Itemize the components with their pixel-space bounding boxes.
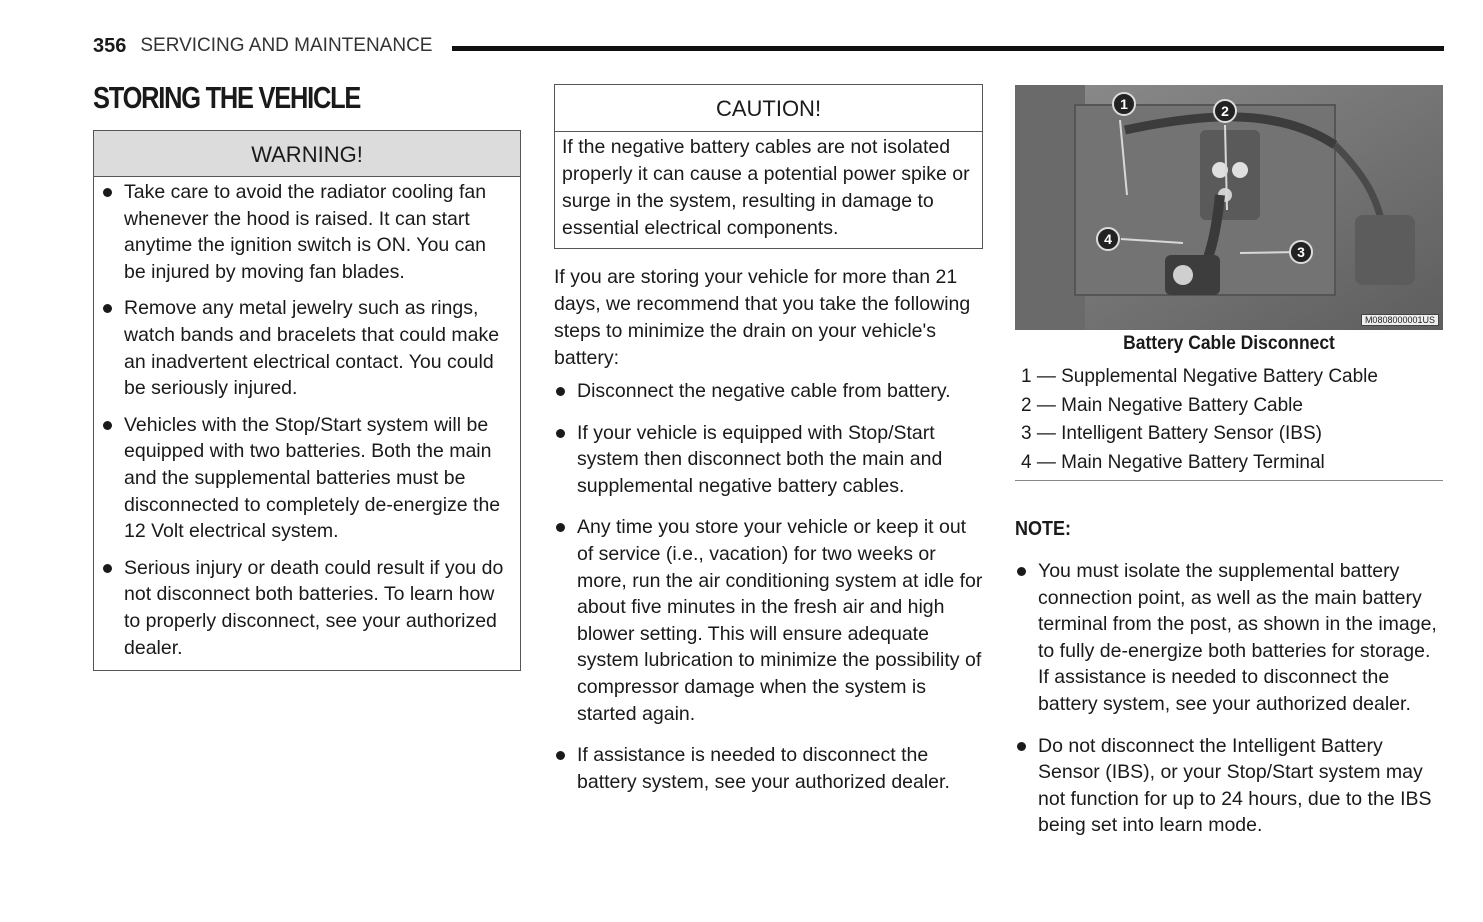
header-rule [452,46,1444,51]
caution-heading: CAUTION! [555,85,982,132]
warning-item: Take care to avoid the radiator cooling fan whenever the hood is raised. It can start anytime the ignition switch is ON. You can be injured by moving fan blades. [124,179,512,285]
callout-1: 1 [1112,92,1136,116]
note-list [1015,558,1445,839]
note-section [1015,558,1445,854]
warning-item: Remove any metal jewelry such as rings, watch bands and bracelets that could make an inadvertent electrical contact. You could be seriously injured. [124,295,512,401]
figure-caption: Battery Cable Disconnect [1123,333,1335,354]
warning-list [94,177,520,661]
figure-legend [1015,363,1443,481]
note-item: You must isolate the supplemental battery connection point, as well as the main battery terminal from the post, as shown in the image, to fully de-energize both batteries for storage. If assistance is needed to disconnect the battery system, see your authorized dealer. [1038,558,1445,718]
warning-item: Serious injury or death could result if you do not disconnect both batteries. To learn how to properly disconnect, see your authorized dealer. [124,555,512,661]
section-title: SERVICING AND MAINTENANCE [140,35,433,56]
storage-item: Any time you store your vehicle or keep it out of service (i.e., vacation) for two weeks or more, run the air conditioning system at idle for about five minutes in the fresh air and high blower setting. This will ensure adequate system lubrication to minimize the possibility of compressor damage when the system is started again. [577,514,984,727]
callout-4: 4 [1096,227,1120,251]
warning-item: Vehicles with the Stop/Start system will be equipped with two batteries. Both the main and the supplemental batteries must be disconnected to completely de-energize the 12 Volt electrical system. [124,412,512,545]
note-heading: NOTE: [1015,518,1071,540]
image-code: M0808000001US [1361,314,1439,326]
page-header [93,34,1444,58]
legend-item: 4 — Main Negative Battery Terminal [1021,451,1325,473]
page-number: 356 [93,34,127,57]
caution-box [554,84,983,249]
storage-item: If assistance is needed to disconnect the battery system, see your authorized dealer. [577,742,984,795]
legend-item: 3 — Intelligent Battery Sensor (IBS) [1021,423,1322,444]
storage-list [554,378,984,795]
caution-text: If the negative battery cables are not isolated properly it can cause a potential power spike or surge in the system, resulting in damage to essential electrical components. [562,136,970,239]
callout-2: 2 [1213,99,1237,123]
storage-section [554,264,984,810]
battery-figure [1015,85,1443,330]
storage-item: If your vehicle is equipped with Stop/Start system then disconnect both the main and supplemental negative battery cables. [577,420,984,500]
warning-heading: WARNING! [94,131,520,177]
storage-item: Disconnect the negative cable from battery. [577,378,984,405]
warning-box [93,130,521,671]
callout-3: 3 [1289,240,1313,264]
legend-item: 1 — Supplemental Negative Battery Cable [1021,366,1378,387]
storage-intro: If you are storing your vehicle for more than 21 days, we recommend that you take the following steps to minimize the drain on your vehicle's battery: [554,266,971,369]
legend-item: 2 — Main Negative Battery Cable [1021,394,1303,416]
page-title: STORING THE VEHICLE [93,80,361,115]
note-item: Do not disconnect the Intelligent Battery Sensor (IBS), or your Stop/Start system may not function for up to 24 hours, due to the IBS being set into learn mode. [1038,733,1445,839]
